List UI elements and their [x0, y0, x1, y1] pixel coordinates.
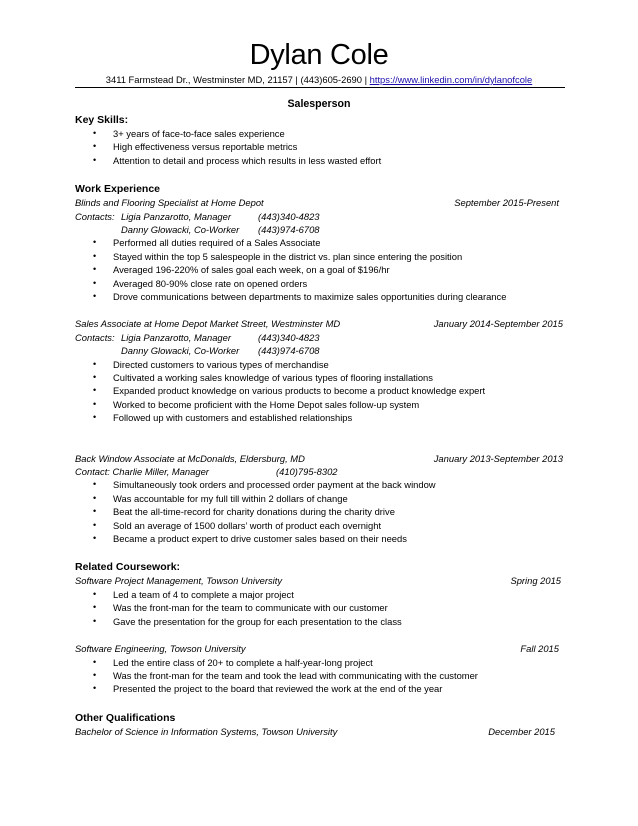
job-date: January 2013-September 2013	[433, 452, 563, 464]
bullet-icon: •	[93, 291, 97, 302]
bullet-icon: •	[93, 519, 97, 530]
bullet-text: Sold an average of 1500 dollars’ worth of product each overnight	[113, 519, 382, 531]
qualification-title: Bachelor of Science in Information Systems, Towson University	[75, 725, 338, 737]
header-divider	[75, 87, 565, 88]
bullet-icon: •	[93, 615, 97, 626]
skill-text: High effectiveness versus reportable metrics	[113, 141, 298, 153]
qualification-row	[75, 725, 565, 738]
course-date: Fall 2015	[520, 643, 559, 655]
linkedin-link[interactable]: https://www.linkedin.com/in/dylanofcole	[369, 74, 533, 85]
list-item	[75, 505, 565, 518]
list-item	[75, 669, 565, 682]
bullet-icon: •	[93, 588, 97, 599]
bullet-icon: •	[93, 372, 97, 383]
bullet-icon: •	[93, 154, 97, 165]
bullet-text: Drove communications between departments to maximize sales opportunities during clearance	[113, 291, 507, 303]
list-item	[75, 140, 565, 153]
bullet-icon: •	[93, 602, 97, 613]
job-contact	[75, 210, 565, 223]
list-item	[75, 250, 565, 263]
job-header	[75, 317, 565, 330]
list-item	[75, 263, 565, 276]
list-item	[75, 371, 565, 384]
job-contact	[75, 465, 565, 478]
resume-body	[75, 113, 565, 738]
bullet-icon: •	[93, 412, 97, 423]
bullet-text: Followed up with customers and established relationships	[113, 412, 353, 424]
list-item	[75, 615, 565, 628]
bullet-icon: •	[93, 141, 97, 152]
job-date: September 2015-Present	[454, 197, 559, 209]
job-title: Back Window Associate at McDonalds, Eldersburg, MD	[75, 452, 305, 464]
list-item	[75, 588, 565, 601]
course-title: Software Engineering, Towson University	[75, 643, 246, 655]
contact-phone: (410)795-8302	[276, 466, 338, 478]
list-item	[75, 277, 565, 290]
list-item	[75, 656, 565, 669]
contact-name: Danny Glowacki, Co-Worker	[121, 224, 240, 236]
course-title: Software Project Management, Towson University	[75, 575, 283, 587]
job-bullets	[75, 236, 565, 303]
bullet-icon: •	[93, 669, 97, 680]
bullet-text: Presented the project to the board that reviewed the work at the end of the year	[113, 683, 443, 695]
bullet-text: Averaged 80-90% close rate on opened orders	[113, 277, 308, 289]
bullet-text: Simultaneously took orders and processed order payment at the back window	[113, 479, 436, 491]
job-title: Blinds and Flooring Specialist at Home Depot	[75, 197, 264, 209]
bullet-text: Beat the all-time-record for charity donations during the charity drive	[113, 506, 395, 518]
contact-details: 3411 Farmstead Dr., Westminster MD, 21157 | (443)605-2690 |	[105, 74, 370, 85]
bullet-text: Was the front-man for the team and took the lead with communicating with the customer	[113, 669, 478, 681]
contact-phone: (443)974-6708	[258, 224, 320, 236]
contact-phone: (443)340-4823	[258, 331, 320, 343]
job-title: Sales Associate at Home Depot Market Street, Westminster MD	[75, 318, 341, 330]
contact-line	[0, 74, 638, 86]
bullet-icon: •	[93, 506, 97, 517]
contacts-label: Contacts:	[75, 331, 115, 343]
bullet-text: Led the entire class of 20+ to complete a half-year-long project	[113, 656, 373, 668]
bullet-icon: •	[93, 264, 97, 275]
list-item	[75, 358, 565, 371]
list-item	[75, 290, 565, 303]
contact-name: Ligia Panzarotto, Manager	[121, 210, 231, 222]
list-item	[75, 127, 565, 140]
bullet-icon: •	[93, 250, 97, 261]
qualifications-heading: Other Qualifications	[75, 711, 176, 724]
list-item	[75, 478, 565, 491]
bullet-icon: •	[93, 277, 97, 288]
key-skills-list	[75, 127, 565, 167]
job-bullets	[75, 478, 565, 545]
bullet-text: Averaged 196-220% of sales goal each week, on a goal of $196/hr	[113, 264, 390, 276]
bullet-text: Gave the presentation for the group for each presentation to the class	[113, 615, 402, 627]
skill-text: 3+ years of face-to-face sales experience	[113, 128, 285, 139]
contact-phone: (443)340-4823	[258, 210, 320, 222]
job-contact	[75, 223, 565, 236]
role-title: Salesperson	[287, 98, 351, 110]
bullet-icon: •	[93, 492, 97, 503]
bullet-icon: •	[93, 358, 97, 369]
bullet-icon: •	[93, 385, 97, 396]
job-header	[75, 452, 565, 465]
list-item	[75, 601, 565, 614]
skill-text: Attention to detail and process which results in less wasted effort	[113, 154, 382, 166]
bullet-text: Was the front-man for the team to communicate with our customer	[113, 602, 388, 614]
job-date: January 2014-September 2015	[433, 318, 563, 330]
contacts-label: Contacts:	[75, 210, 115, 222]
course-bullets	[75, 656, 565, 696]
bullet-text: Was accountable for my full till within 2 dollars of change	[113, 492, 348, 504]
list-item	[75, 492, 565, 505]
job-contact	[75, 331, 565, 344]
bullet-icon: •	[93, 683, 97, 694]
bullet-icon: •	[93, 533, 97, 544]
contact-name: Danny Glowacki, Co-Worker	[121, 345, 240, 357]
bullet-text: Expanded product knowledge on various products to become a product knowledge expert	[113, 385, 486, 397]
bullet-text: Directed customers to various types of merchandise	[113, 358, 329, 370]
bullet-icon: •	[93, 479, 97, 490]
bullet-text: Became a product expert to drive customer sales based on their needs	[113, 533, 407, 545]
job-bullets	[75, 358, 565, 425]
contact-phone: (443)974-6708	[258, 345, 320, 357]
bullet-icon: •	[93, 398, 97, 409]
list-item	[75, 398, 565, 411]
list-item	[75, 411, 565, 424]
work-experience-heading: Work Experience	[75, 183, 161, 196]
bullet-text: Cultivated a working sales knowledge of various types of flooring installations	[113, 372, 433, 384]
job-header	[75, 196, 565, 209]
contact-name: Ligia Panzarotto, Manager	[121, 331, 231, 343]
qualification-date: December 2015	[488, 725, 555, 737]
bullet-text: Performed all duties required of a Sales Associate	[113, 237, 321, 249]
course-header	[75, 574, 565, 587]
list-item	[75, 236, 565, 249]
contact-name: Contact: Charlie Miller, Manager	[75, 466, 209, 478]
course-bullets	[75, 588, 565, 628]
list-item	[75, 519, 565, 532]
list-item	[75, 682, 565, 695]
bullet-icon: •	[93, 237, 97, 248]
coursework-heading: Related Coursework:	[75, 561, 181, 574]
job-contact	[75, 344, 565, 357]
bullet-icon: •	[93, 656, 97, 667]
course-header	[75, 642, 565, 655]
list-item	[75, 532, 565, 545]
course-date: Spring 2015	[510, 575, 561, 587]
bullet-text: Led a team of 4 to complete a major project	[113, 588, 294, 600]
candidate-name: Dylan Cole	[249, 39, 389, 71]
bullet-icon: •	[93, 128, 97, 138]
bullet-text: Worked to become proficient with the Home Depot sales follow-up system	[113, 398, 420, 410]
list-item	[75, 384, 565, 397]
key-skills-heading: Key Skills:	[75, 114, 129, 126]
list-item	[75, 154, 565, 167]
bullet-text: Stayed within the top 5 salespeople in the district vs. plan since entering the position	[113, 250, 463, 262]
